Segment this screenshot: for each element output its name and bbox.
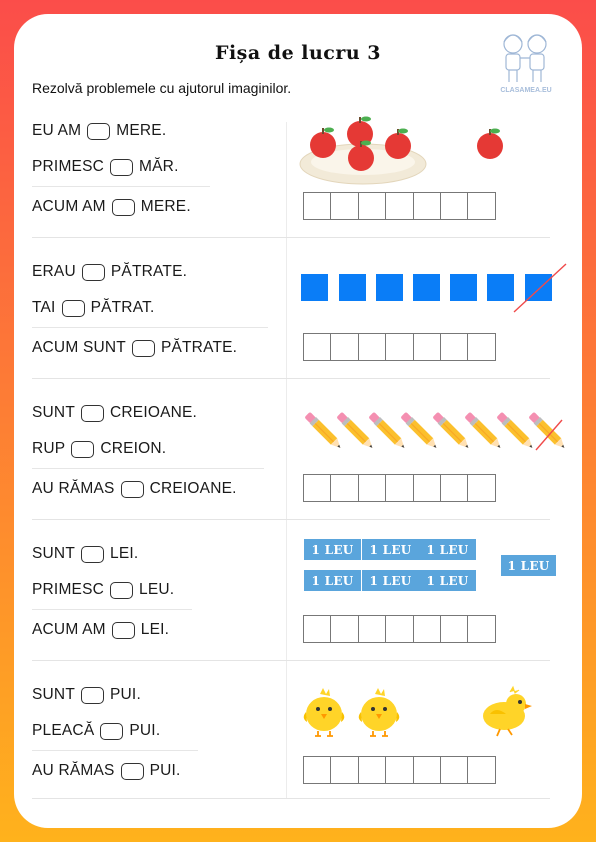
- number-box[interactable]: [81, 546, 104, 563]
- number-box[interactable]: [100, 723, 123, 740]
- problem-line: PRIMESC MĂR.: [32, 158, 179, 175]
- apple-icon: [476, 128, 504, 160]
- number-box[interactable]: [110, 159, 133, 176]
- problem-line: TAI PĂTRAT.: [32, 299, 155, 316]
- answer-grid[interactable]: [304, 192, 496, 220]
- coin-icon: 1 LEU: [362, 570, 419, 591]
- square-icon: [487, 274, 514, 301]
- problem-line: RUP CREION.: [32, 440, 167, 457]
- problem-line: ACUM AM MERE.: [32, 198, 191, 215]
- problem-apples: [32, 114, 550, 255]
- number-box[interactable]: [112, 199, 135, 216]
- cross-out-icon: [512, 262, 568, 314]
- square-icon: [376, 274, 403, 301]
- apple-icon: [385, 129, 411, 160]
- number-box[interactable]: [71, 441, 94, 458]
- problem-line: ERAU PĂTRATE.: [32, 263, 188, 280]
- number-box[interactable]: [81, 687, 104, 704]
- problem-chicks: [32, 678, 550, 819]
- problem-line: EU AM MERE.: [32, 122, 167, 139]
- answer-grid[interactable]: [304, 756, 496, 784]
- problem-line: AU RĂMAS PUI.: [32, 762, 181, 779]
- number-box[interactable]: [82, 264, 105, 281]
- row-divider: [32, 609, 192, 610]
- number-box[interactable]: [112, 622, 135, 639]
- problem-line: SUNT PUI.: [32, 686, 141, 703]
- square-icon: [413, 274, 440, 301]
- chick-walking-icon: [480, 686, 534, 738]
- page-title: Fișa de lucru 3: [214, 42, 382, 64]
- pencil-icon: [528, 412, 567, 451]
- coin-icon: 1 LEU: [419, 539, 476, 560]
- row-divider: [32, 186, 210, 187]
- apple-icon: [310, 128, 336, 159]
- number-box[interactable]: [81, 405, 104, 422]
- apple-plate-icon: [300, 116, 430, 186]
- number-box[interactable]: [62, 300, 85, 317]
- problem-line: ACUM AM LEI.: [32, 621, 170, 638]
- instruction: Rezolvă problemele cu ajutorul imaginilor.: [32, 80, 292, 96]
- number-box[interactable]: [132, 340, 155, 357]
- pencils: [300, 410, 564, 452]
- number-box[interactable]: [87, 123, 110, 140]
- row-divider: [32, 327, 268, 328]
- answer-grid[interactable]: [304, 333, 496, 361]
- problem-line: PRIMESC LEU.: [32, 581, 175, 598]
- square-icon: [450, 274, 477, 301]
- number-box[interactable]: [121, 481, 144, 498]
- problem-line: ACUM SUNT PĂTRATE.: [32, 339, 238, 356]
- problem-line: SUNT LEI.: [32, 545, 139, 562]
- coin-icon: 1 LEU: [501, 555, 556, 576]
- square-icon: [339, 274, 366, 301]
- answer-grid[interactable]: [304, 474, 496, 502]
- chick-icon: [302, 686, 350, 738]
- problem-line: PLEACĂ PUI.: [32, 722, 161, 739]
- chick-icon: [357, 686, 405, 738]
- row-divider: [32, 468, 264, 469]
- coin-icon: 1 LEU: [304, 570, 361, 591]
- number-box[interactable]: [121, 763, 144, 780]
- problem-line: SUNT CREIOANE.: [32, 404, 198, 421]
- clasamea-logo: [489, 26, 563, 92]
- coin-icon: 1 LEU: [419, 570, 476, 591]
- logo-text: CLASAMEA.EU: [500, 87, 552, 92]
- number-box[interactable]: [110, 582, 133, 599]
- answer-grid[interactable]: [304, 615, 496, 643]
- worksheet: [14, 14, 582, 828]
- square-icon: [301, 274, 328, 301]
- coin-icon: 1 LEU: [304, 539, 361, 560]
- problem-line: AU RĂMAS CREIOANE.: [32, 480, 237, 497]
- row-divider: [32, 750, 198, 751]
- coin-icon: 1 LEU: [362, 539, 419, 560]
